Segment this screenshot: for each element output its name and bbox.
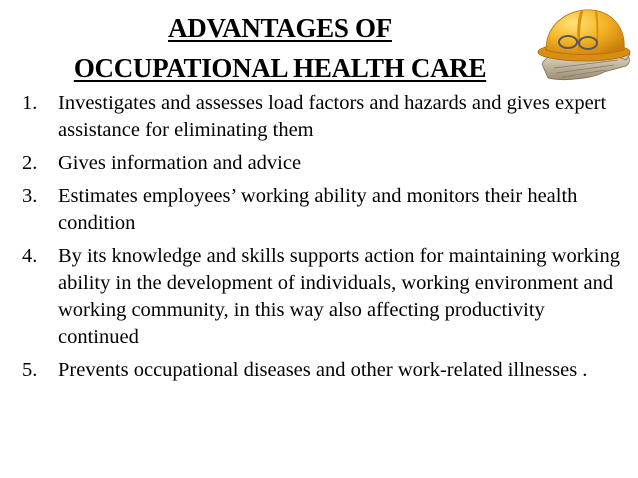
advantages-list — [22, 90, 622, 390]
list-item-number: 5. — [22, 359, 38, 381]
slide-title — [20, 8, 540, 88]
list-item-text: Gives information and advice — [58, 152, 302, 174]
list-item — [22, 357, 622, 384]
list-item — [22, 183, 622, 237]
list-item-number: 3. — [22, 185, 38, 207]
title-line-1: ADVANTAGES OF — [168, 13, 392, 43]
list-item-text: Investigates and assesses load factors and hazards and gives expert assistance for eliminating them — [58, 92, 607, 141]
list-item-text: By its knowledge and skills supports action for maintaining working ability in the development of individuals, working environment and working community, in this way also affecting productivity continued — [58, 245, 620, 348]
title-line-2: OCCUPATIONAL HEALTH CARE — [73, 53, 487, 83]
list-item — [22, 243, 622, 351]
list-item-text: Prevents occupational diseases and other work-related illnesses . — [58, 359, 588, 381]
list-item-text: Estimates employees’ working ability and monitors their health condition — [58, 185, 578, 234]
list-item-number: 2. — [22, 152, 38, 174]
list-item — [22, 150, 622, 177]
list-item-number: 4. — [22, 245, 38, 267]
list-item-number: 1. — [22, 92, 38, 114]
hard-hat-gloves-icon — [534, 2, 636, 86]
list-item — [22, 90, 622, 144]
